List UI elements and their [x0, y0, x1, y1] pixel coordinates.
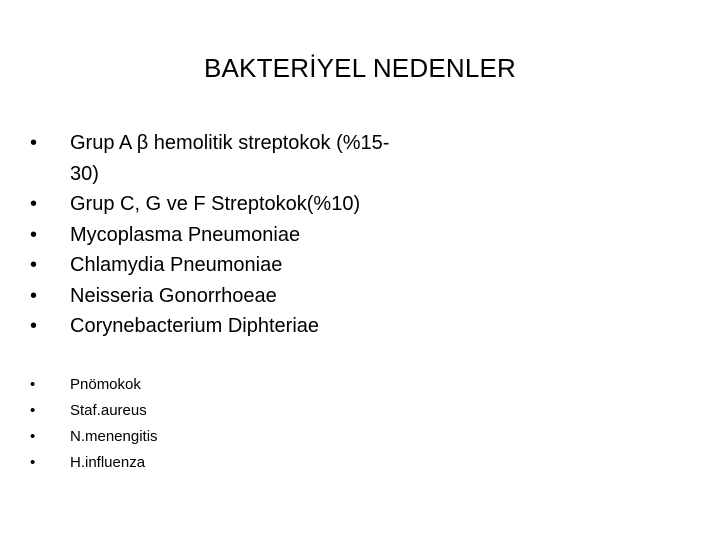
list-item	[30, 220, 550, 251]
list-item-text: H.influenza	[70, 454, 146, 471]
list-item-text: Grup C, G ve F Streptokok(%10)	[70, 193, 361, 215]
bullet-icon: •	[30, 284, 38, 307]
bullet-icon: •	[30, 428, 36, 445]
main-bullet-list	[30, 128, 550, 342]
bullet-icon: •	[30, 376, 36, 393]
bullet-icon: •	[30, 193, 38, 215]
list-item	[30, 424, 430, 450]
bullet-icon: •	[30, 315, 38, 337]
list-item	[30, 281, 550, 312]
list-item	[30, 189, 550, 220]
list-item-text: Pnömokok	[70, 376, 141, 393]
list-item-text: Chlamydia Pneumoniae	[70, 254, 283, 276]
slide-title: BAKTERİYEL NEDENLER	[203, 53, 517, 83]
bullet-icon: •	[30, 223, 38, 246]
list-item	[30, 311, 550, 342]
bullet-icon: •	[30, 254, 38, 276]
list-item	[30, 450, 430, 476]
list-item-text: Neisseria Gonorrhoeae	[70, 284, 277, 307]
bullet-icon: •	[30, 454, 36, 471]
list-item-text: Corynebacterium Diphteriae	[70, 315, 320, 337]
secondary-bullet-list	[30, 372, 430, 476]
bullet-icon: •	[30, 402, 36, 419]
list-item	[30, 250, 550, 281]
list-item-text: N.menengitis	[70, 428, 158, 445]
list-item-text: Staf.aureus	[70, 402, 147, 419]
list-item	[30, 128, 400, 189]
list-item	[30, 372, 430, 398]
list-item-text: Grup A β hemolitik streptokok (%15-30)	[70, 132, 390, 185]
list-item-text: Mycoplasma Pneumoniae	[70, 223, 301, 246]
list-item	[30, 398, 430, 424]
bullet-icon: •	[30, 132, 38, 154]
